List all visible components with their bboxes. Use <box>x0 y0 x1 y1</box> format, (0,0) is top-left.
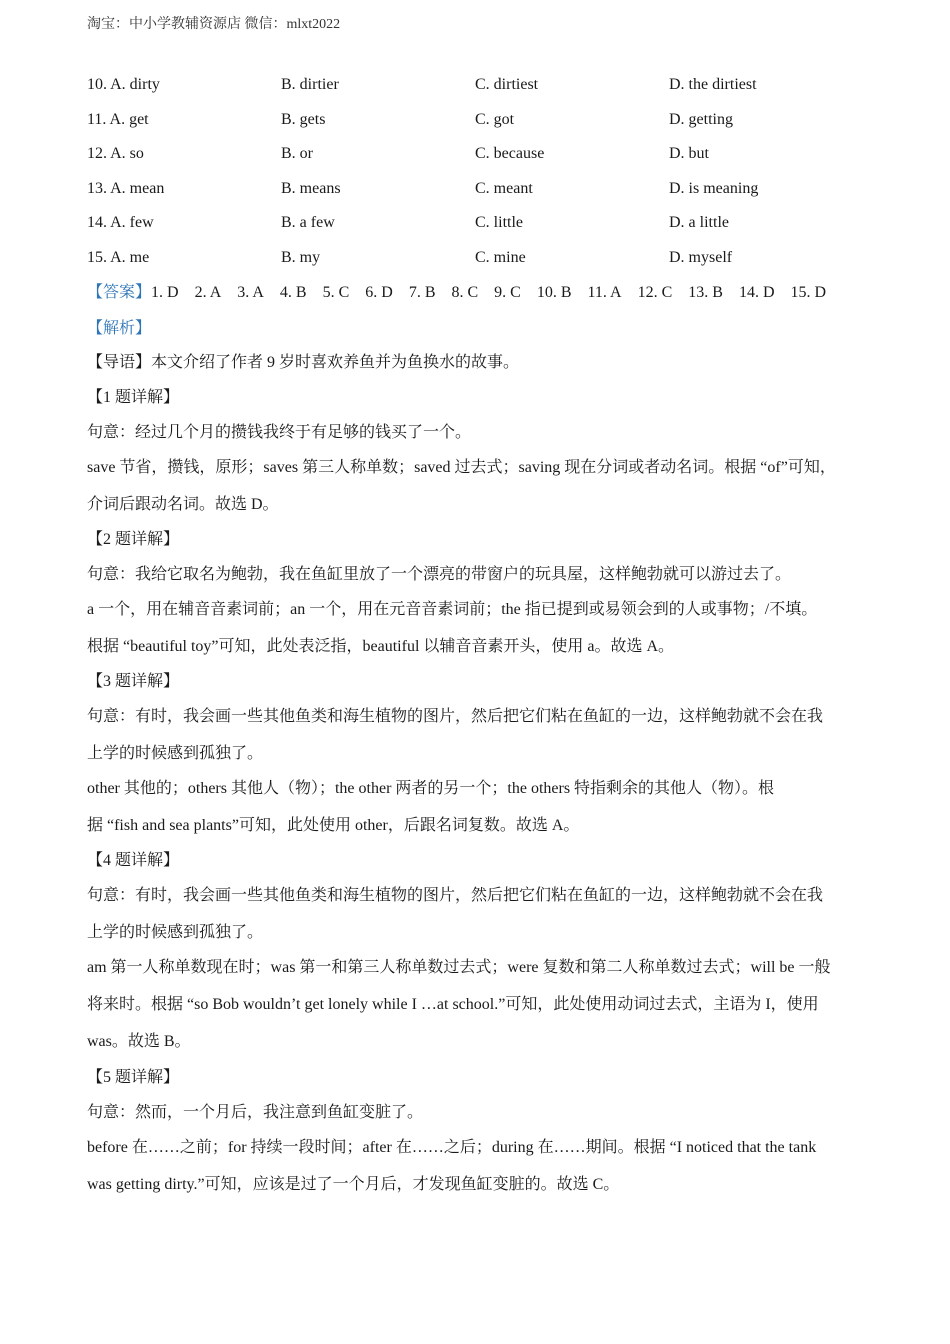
answer-item: 4. B <box>279 284 307 301</box>
text-line: 据 “fish and sea plants”可知，此处使用 other，后跟名词复数。故选 A。 <box>87 817 580 834</box>
option-a: 15. A. me <box>87 248 150 266</box>
section-heading: 【3 题详解】 <box>87 673 180 690</box>
answer-item: 2. A <box>194 284 222 301</box>
option-d: D. is meaning <box>669 179 759 197</box>
intro-line: 【导语】本文介绍了作者 9 岁时喜欢养鱼并为鱼换水的故事。 <box>87 354 520 371</box>
option-c: C. meant <box>475 179 533 197</box>
option-b: B. means <box>281 179 341 197</box>
answer-item: 15. D <box>790 284 827 301</box>
answer-item: 13. B <box>688 284 723 301</box>
text-line: 句意：然而，一个月后，我注意到鱼缸变脏了。 <box>87 1104 424 1121</box>
text-line: 句意：我给它取名为鲍勃，我在鱼缸里放了一个漂亮的带窗户的玩具屋，这样鲍勃就可以游过去了。 <box>87 566 792 583</box>
answer-item: 1. D <box>151 284 179 301</box>
text-line: am 第一人称单数现在时；was 第一和第三人称单数过去式；were 复数和第二人称单数过去式；will be 一般 <box>87 959 831 976</box>
text-line: save 节省，攒钱，原形；saves 第三人称单数；saved 过去式；saving 现在分词或者动名词。根据 “of”可知， <box>87 459 836 476</box>
option-a: 14. A. few <box>87 214 154 232</box>
text-line: 将来时。根据 “so Bob wouldn’t get lonely while I …at school.”可知，此处使用动词过去式，主语为 I，使用 <box>87 996 819 1013</box>
text-line: a 一个，用在辅音音素词前；an 一个，用在元音音素词前；the 指已提到或易领会到的人或事物；/不填。 <box>87 601 818 618</box>
option-d: D. a little <box>669 214 729 232</box>
page-header: 淘宝：中小学教辅资源店 微信：mlxt2022 <box>87 17 341 32</box>
option-row-12 <box>87 142 877 177</box>
option-row-14 <box>87 211 877 246</box>
option-row-11 <box>87 108 877 143</box>
option-c: C. mine <box>475 248 526 266</box>
section-heading: 【5 题详解】 <box>87 1069 180 1086</box>
option-d: D. the dirtiest <box>669 76 757 93</box>
option-c: C. dirtiest <box>475 76 539 93</box>
option-a: 10. A. dirty <box>87 76 160 93</box>
answer-item: 7. B <box>408 284 436 301</box>
section-heading: 【1 题详解】 <box>87 389 180 406</box>
option-a: 13. A. mean <box>87 179 165 197</box>
text-line: was getting dirty.”可知，应该是过了一个月后，才发现鱼缸变脏的。故选 C。 <box>87 1176 620 1193</box>
text-line: was。故选 B。 <box>87 1033 191 1050</box>
answer-item: 3. A <box>237 284 264 301</box>
text-line: 上学的时候感到孤独了。 <box>87 745 264 762</box>
option-row-10 <box>87 73 877 108</box>
option-c: C. because <box>475 145 545 163</box>
option-table <box>87 73 877 281</box>
option-c: C. got <box>475 110 515 128</box>
text-line: other 其他的；others 其他人（物）；the other 两者的另一个；the others 特指剩余的其他人（物）。根 <box>87 780 775 797</box>
option-b: B. dirtier <box>281 76 339 93</box>
answer-item: 10. B <box>536 284 572 301</box>
answer-item: 9. C <box>494 284 521 301</box>
option-row-15 <box>87 246 877 281</box>
section-heading: 【4 题详解】 <box>87 852 180 869</box>
answer-item: 14. D <box>738 284 775 301</box>
option-a: 12. A. so <box>87 145 144 163</box>
answer-item: 6. D <box>365 284 393 301</box>
text-line: 句意：经过几个月的攒钱我终于有足够的钱买了一个。 <box>87 424 472 441</box>
text-line: 上学的时候感到孤独了。 <box>87 924 264 941</box>
option-a: 11. A. get <box>87 110 149 128</box>
option-c: C. little <box>475 214 523 232</box>
option-d: D. myself <box>669 248 733 266</box>
answer-item: 11. A <box>587 284 622 301</box>
section-heading: 【2 题详解】 <box>87 531 180 548</box>
text-line: 介词后跟动名词。故选 D。 <box>87 496 279 513</box>
answer-item: 8. C <box>451 284 479 301</box>
answer-key <box>87 281 842 305</box>
option-row-13 <box>87 177 877 212</box>
text-line: 句意：有时，我会画一些其他鱼类和海生植物的图片，然后把它们粘在鱼缸的一边，这样鲍勃就不会在我 <box>87 708 824 725</box>
answer-label: 【答案】 <box>87 284 152 301</box>
answer-item: 5. C <box>322 284 350 301</box>
text-line: before 在……之前；for 持续一段时间；after 在……之后；during 在……期间。根据 “I noticed that the tank <box>87 1139 817 1156</box>
option-b: B. a few <box>281 214 335 232</box>
text-line: 句意：有时，我会画一些其他鱼类和海生植物的图片，然后把它们粘在鱼缸的一边，这样鲍勃就不会在我 <box>87 887 824 904</box>
text-line: 根据 “beautiful toy”可知，此处表泛指，beautiful 以辅音音素开头，使用 a。故选 A。 <box>87 638 675 655</box>
answer-item: 12. C <box>637 284 673 301</box>
analysis-label: 【解析】 <box>87 320 152 337</box>
option-d: D. getting <box>669 110 733 128</box>
option-b: B. gets <box>281 110 326 128</box>
option-b: B. or <box>281 145 313 163</box>
option-b: B. my <box>281 248 321 266</box>
option-d: D. but <box>669 145 709 163</box>
